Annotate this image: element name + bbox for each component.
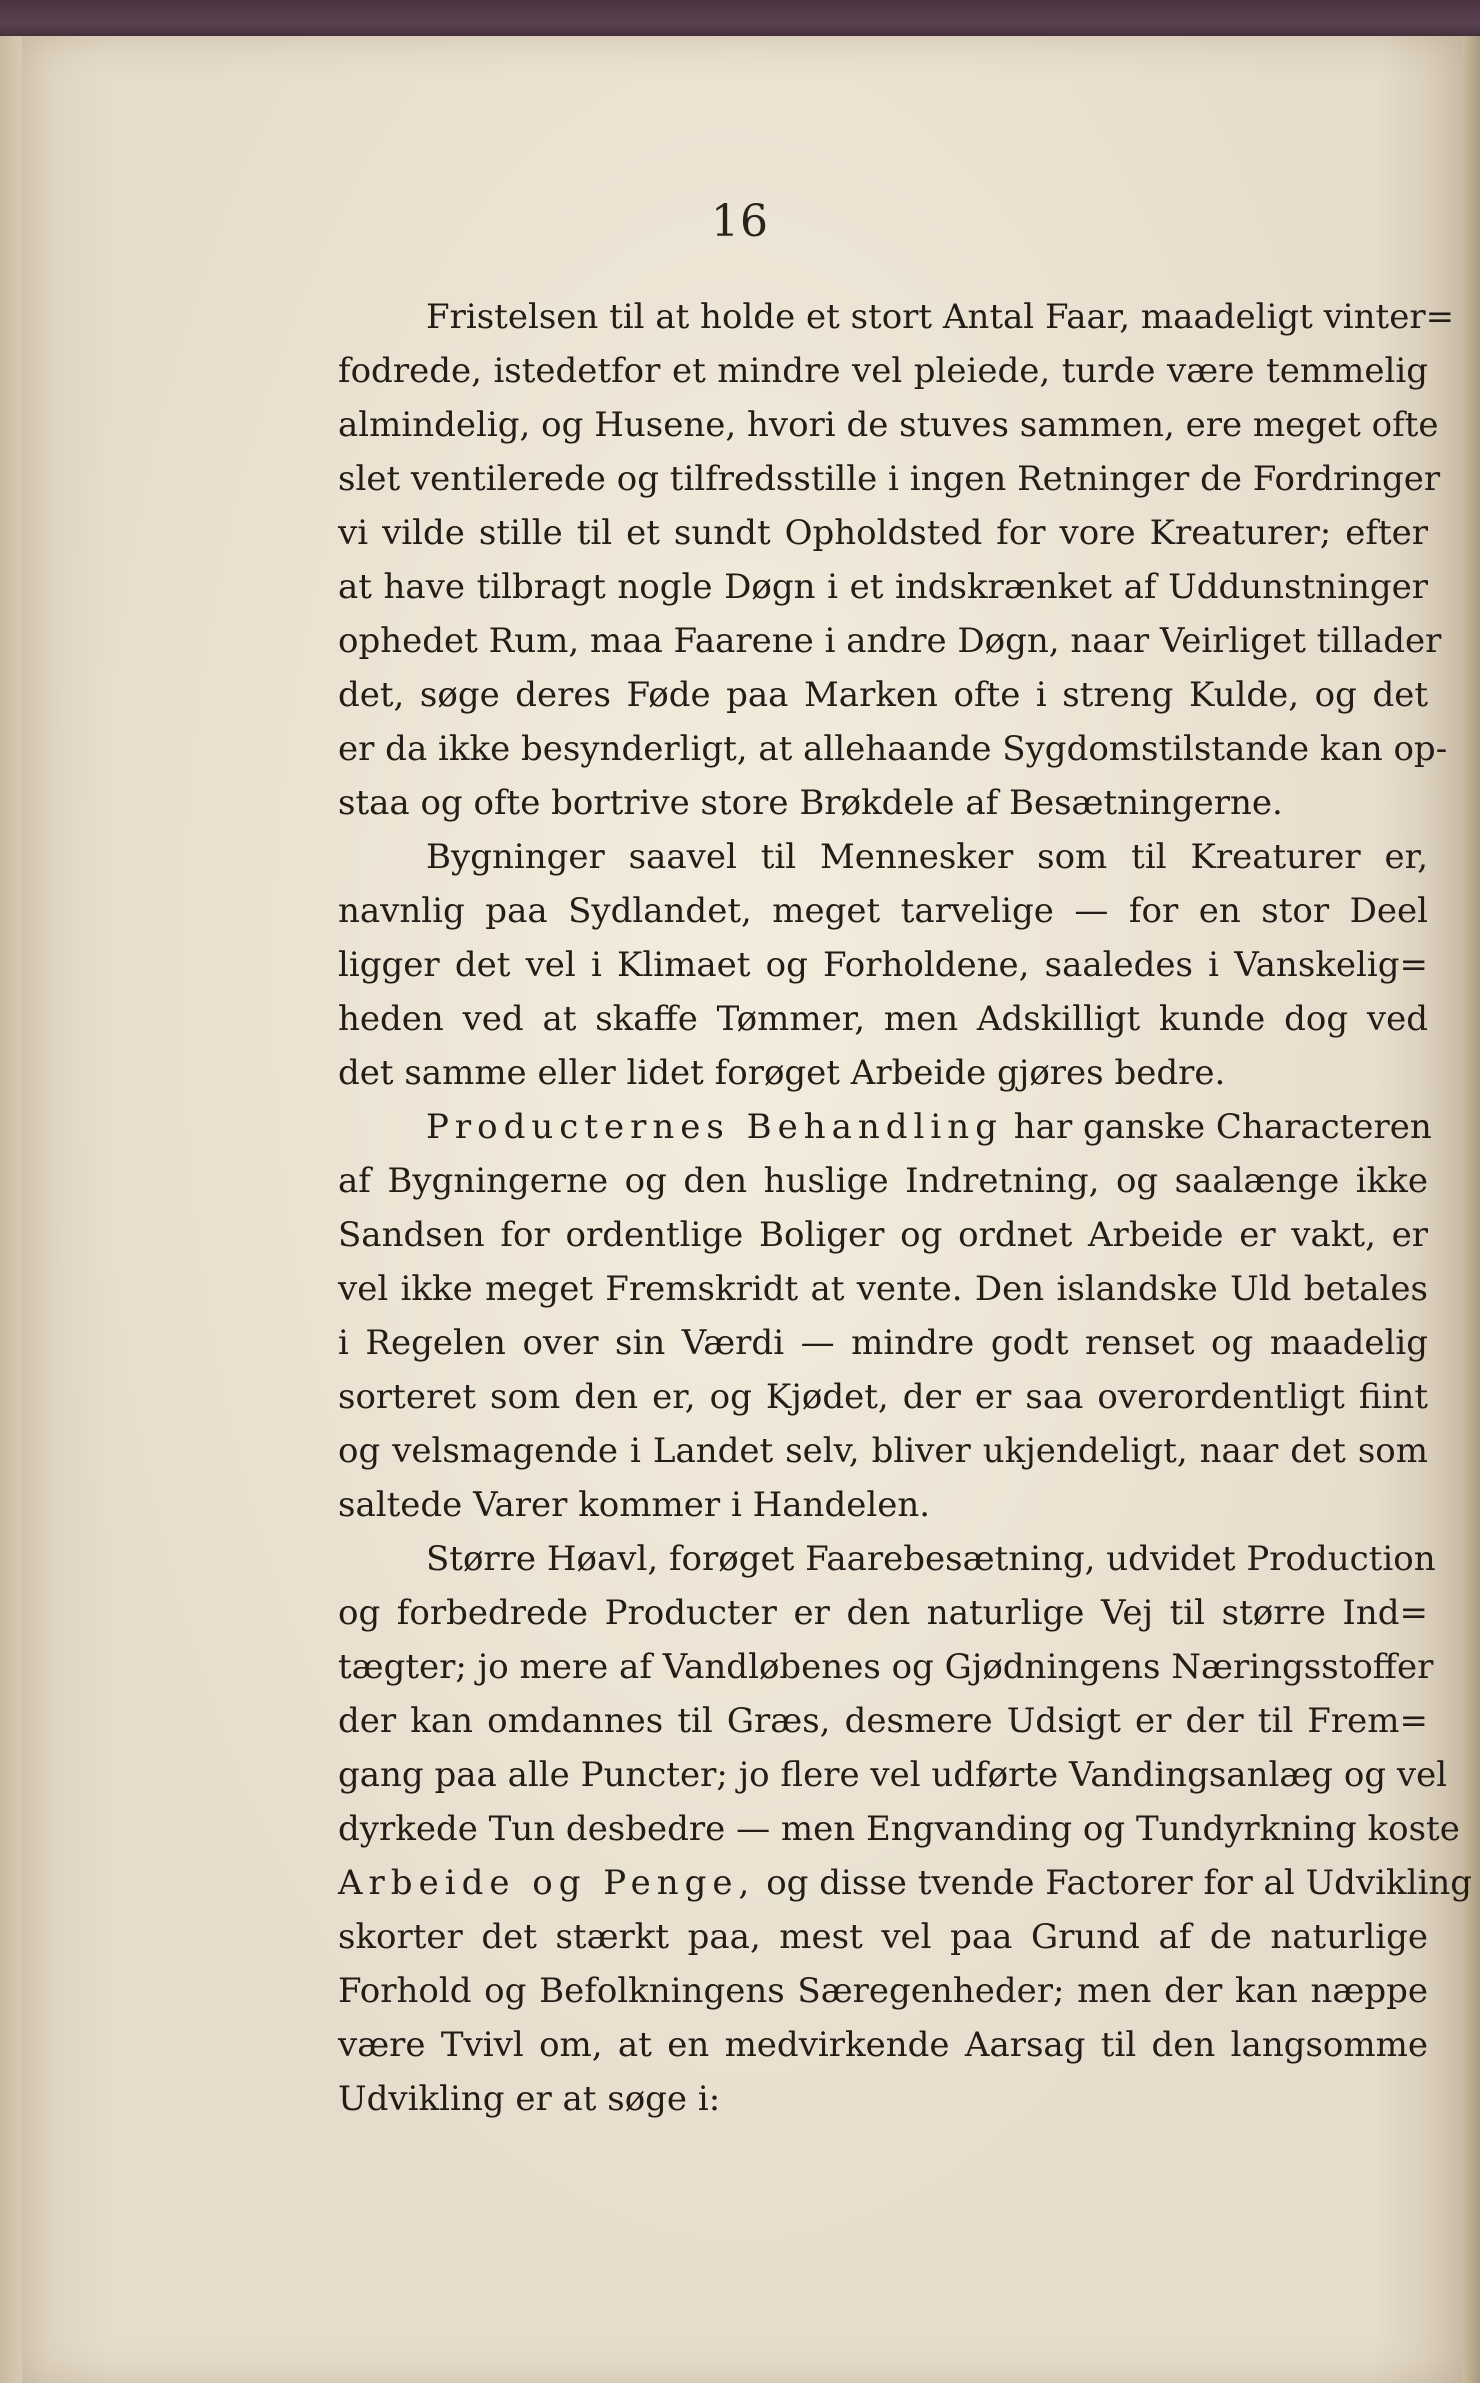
- spaced-emphasis: Arbeide og Penge,: [338, 1863, 756, 1903]
- text-line: navnlig paa Sydlandet, meget tarvelige — for en stor Deel: [338, 891, 1428, 931]
- text-line: saltede Varer kommer i Handelen.: [338, 1485, 931, 1525]
- text-line: skorter det stærkt paa, mest vel paa Grund af de naturlige: [338, 1917, 1428, 1957]
- page-left-edge: [0, 36, 24, 2383]
- text-line: slet ventilerede og tilfredsstille i ingen Retninger de Fordringer: [338, 459, 1441, 499]
- text-line: og forbedrede Producter er den naturlige Vej til større Ind=: [338, 1593, 1428, 1633]
- text-line: almindelig, og Husene, hvori de stuves sammen, ere meget ofte: [338, 405, 1439, 445]
- spaced-emphasis: Producternes Behandling: [426, 1107, 1003, 1147]
- page-right-edge: [1462, 36, 1480, 2383]
- text-line: gang paa alle Puncter; jo flere vel udførte Vandingsanlæg og vel: [338, 1755, 1448, 1795]
- text-line: sorteret som den er, og Kjødet, der er saa overordentligt fiint: [338, 1377, 1428, 1417]
- text-line: [338, 1100, 1432, 1154]
- book-cover-edge: [0, 0, 1480, 40]
- text-line: tægter; jo mere af Vandløbenes og Gjødningens Næringsstoffer: [338, 1647, 1434, 1687]
- text-line: der kan omdannes til Græs, desmere Udsigt er der til Frem=: [338, 1701, 1428, 1741]
- text-line: fodrede, istedetfor et mindre vel pleiede, turde være temmelig: [338, 351, 1428, 391]
- text-line: dyrkede Tun desbedre — men Engvanding og Tundyrkning koste: [338, 1809, 1460, 1849]
- text-line: ophedet Rum, maa Faarene i andre Døgn, naar Veirliget tillader: [338, 621, 1442, 661]
- text-line: det samme eller lidet forøget Arbeide gjøres bedre.: [338, 1053, 1226, 1093]
- text-line: Større Høavl, forøget Faarebesætning, udvidet Production: [426, 1539, 1436, 1579]
- text-line: staa og ofte bortrive store Brøkdele af Besætningerne.: [338, 783, 1283, 823]
- text-line: være Tvivl om, at en medvirkende Aarsag til den langsomme: [338, 2025, 1428, 2065]
- text-line: og velsmagende i Landet selv, bliver ukjendeligt, naar det som: [338, 1431, 1428, 1471]
- text-line: [338, 1856, 1473, 1910]
- text-line: af Bygningerne og den huslige Indretning, og saalænge ikke: [338, 1161, 1428, 1201]
- text-line: er da ikke besynderligt, at allehaande Sygdomstilstande kan op-: [338, 729, 1448, 769]
- body-text: [338, 290, 1473, 2126]
- text-line: Forhold og Befolkningens Særegenheder; men der kan næppe: [338, 1971, 1428, 2011]
- line-text: og disse tvende Factorer for al Udvikling: [766, 1863, 1473, 1903]
- text-line: vel ikke meget Fremskridt at vente. Den islandske Uld betales: [338, 1269, 1428, 1309]
- text-line: i Regelen over sin Værdi — mindre godt renset og maadelig: [338, 1323, 1428, 1363]
- text-line: at have tilbragt nogle Døgn i et indskrænket af Uddunstninger: [338, 567, 1428, 607]
- line-text: har ganske Characteren: [1013, 1107, 1432, 1147]
- text-line: ligger det vel i Klimaet og Forholdene, saaledes i Vanskelig=: [338, 945, 1428, 985]
- page-number: 16: [711, 196, 769, 247]
- text-line: Bygninger saavel til Mennesker som til Kreaturer er,: [426, 837, 1428, 877]
- text-line: Fristelsen til at holde et stort Antal Faar, maadeligt vinter=: [426, 297, 1455, 337]
- text-line: heden ved at skaffe Tømmer, men Adskilligt kunde dog ved: [338, 999, 1428, 1039]
- text-line: Sandsen for ordentlige Boliger og ordnet Arbeide er vakt, er: [338, 1215, 1428, 1255]
- text-line: det, søge deres Føde paa Marken ofte i streng Kulde, og det: [338, 675, 1428, 715]
- text-line: vi vilde stille til et sundt Opholdsted for vore Kreaturer; efter: [338, 513, 1428, 553]
- text-line: Udvikling er at søge i:: [338, 2079, 721, 2119]
